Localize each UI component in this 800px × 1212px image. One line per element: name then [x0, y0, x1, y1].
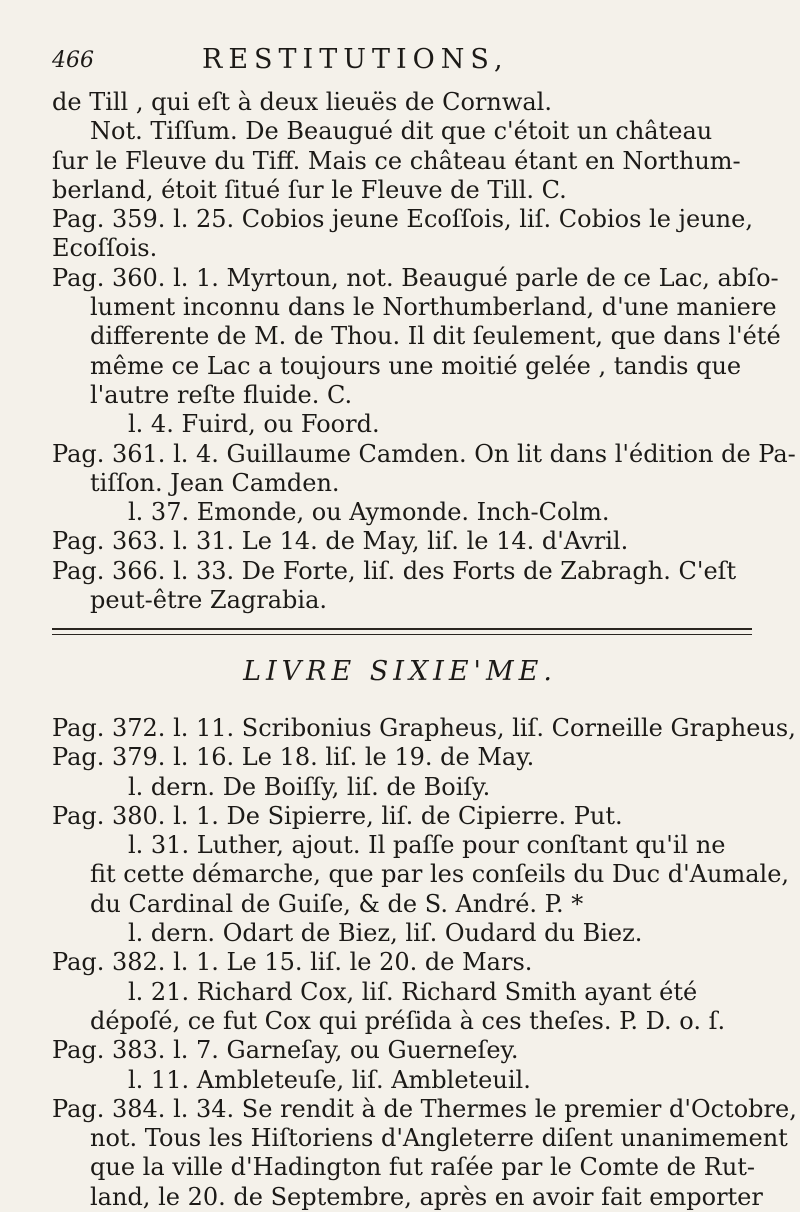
text-line: land, le 20. de Septembre, après en avoir fait emporter — [90, 1182, 763, 1211]
text-line: peut-être Zagrabia. — [90, 586, 328, 615]
text-line: differente de M. de Thou. Il dit ſeulement, que dans l'été — [90, 322, 781, 351]
text-line: l. 21. Richard Cox, liſ. Richard Smith ayant été — [128, 977, 698, 1006]
page-header — [52, 40, 752, 80]
text-line: l. dern. Odart de Biez, liſ. Oudard du Biez. — [128, 919, 643, 948]
text-line: l. 37. Emonde, ou Aymonde. Inch-Colm. — [128, 498, 610, 527]
text-line: Pag. 359. l. 25. Cobios jeune Ecoſſois, liſ. Cobios le jeune, — [52, 205, 753, 234]
text-line: Pag. 372. l. 11. Scribonius Grapheus, liſ. Corneille Grapheus, — [52, 714, 796, 742]
text-line: l. dern. De Boiſſy, liſ. de Boiſy. — [128, 772, 491, 801]
text-line: l. 11. Ambleteuſe, liſ. Ambleteuil. — [128, 1065, 531, 1094]
running-title: RESTITUTIONS, — [202, 44, 509, 75]
text-line: Not. Tiſſum. De Beaugué dit que c'étoit un château — [90, 117, 713, 146]
text-line: du Cardinal de Guiſe, & de S. André. P. * — [90, 889, 584, 918]
text-line: de Till , qui eſt à deux lieuës de Cornwal. — [52, 88, 552, 116]
errata-section-2 — [52, 714, 797, 1212]
text-line: berland, étoit ſitué ſur le Fleuve de Till. C. — [52, 175, 567, 204]
text-line: Pag. 382. l. 1. Le 15. liſ. le 20. de Mars. — [52, 948, 533, 977]
text-line: Pag. 360. l. 1. Myrtoun, not. Beaugué parle de ce Lac, abſo- — [52, 263, 779, 292]
text-line: tiſſon. Jean Camden. — [90, 468, 340, 497]
text-line: fit cette démarche, que par les conſeils du Duc d'Aumale, — [90, 860, 790, 889]
text-line: Pag. 366. l. 33. De Forte, liſ. des Forts de Zabragh. C'eſt — [52, 556, 737, 585]
text-line: Pag. 383. l. 7. Garneſay, ou Guerneſey. — [52, 1036, 519, 1065]
book-title: LIVRE SIXIE'ME. — [243, 656, 557, 687]
text-line: Pag. 361. l. 4. Guillaume Camden. On lit dans l'édition de Pa- — [52, 439, 796, 468]
text-line: Pag. 363. l. 31. Le 14. de May, liſ. le 14. d'Avril. — [52, 527, 629, 556]
text-line: Pag. 380. l. 1. De Sipierre, liſ. de Cipierre. Put. — [52, 801, 623, 830]
errata-section-1 — [52, 88, 796, 615]
text-line: même ce Lac a toujours une moitié gelée , tandis que — [90, 351, 742, 380]
text-line: Pag. 384. l. 34. Se rendit à de Thermes le premier d'Octobre, — [52, 1094, 797, 1123]
text-line: lument inconnu dans le Northumberland, d'une maniere — [90, 293, 777, 322]
text-line: l. 31. Luther, ajout. Il paſſe pour conſtant qu'il ne — [128, 831, 726, 860]
text-line: l. 4. Fuird, ou Foord. — [128, 410, 380, 439]
text-line: Pag. 379. l. 16. Le 18. liſ. le 19. de May. — [52, 743, 535, 772]
text-line: ſur le Fleuve du Tiff. Mais ce château étant en Northum- — [52, 146, 741, 175]
page-number: 466 — [52, 48, 94, 73]
text-line: dépoſé, ce fut Cox qui préſida à ces theſes. P. D. o. ſ. — [90, 1006, 726, 1035]
text-line: not. Tous les Hiſtoriens d'Angleterre diſent unanimement — [90, 1124, 788, 1153]
text-line: que la ville d'Hadington fut raſée par le Comte de Rut- — [90, 1153, 756, 1182]
text-line: l'autre reſte fluide. C. — [90, 380, 353, 409]
section-divider — [52, 628, 752, 635]
text-line: Ecoſſois. — [52, 234, 158, 263]
